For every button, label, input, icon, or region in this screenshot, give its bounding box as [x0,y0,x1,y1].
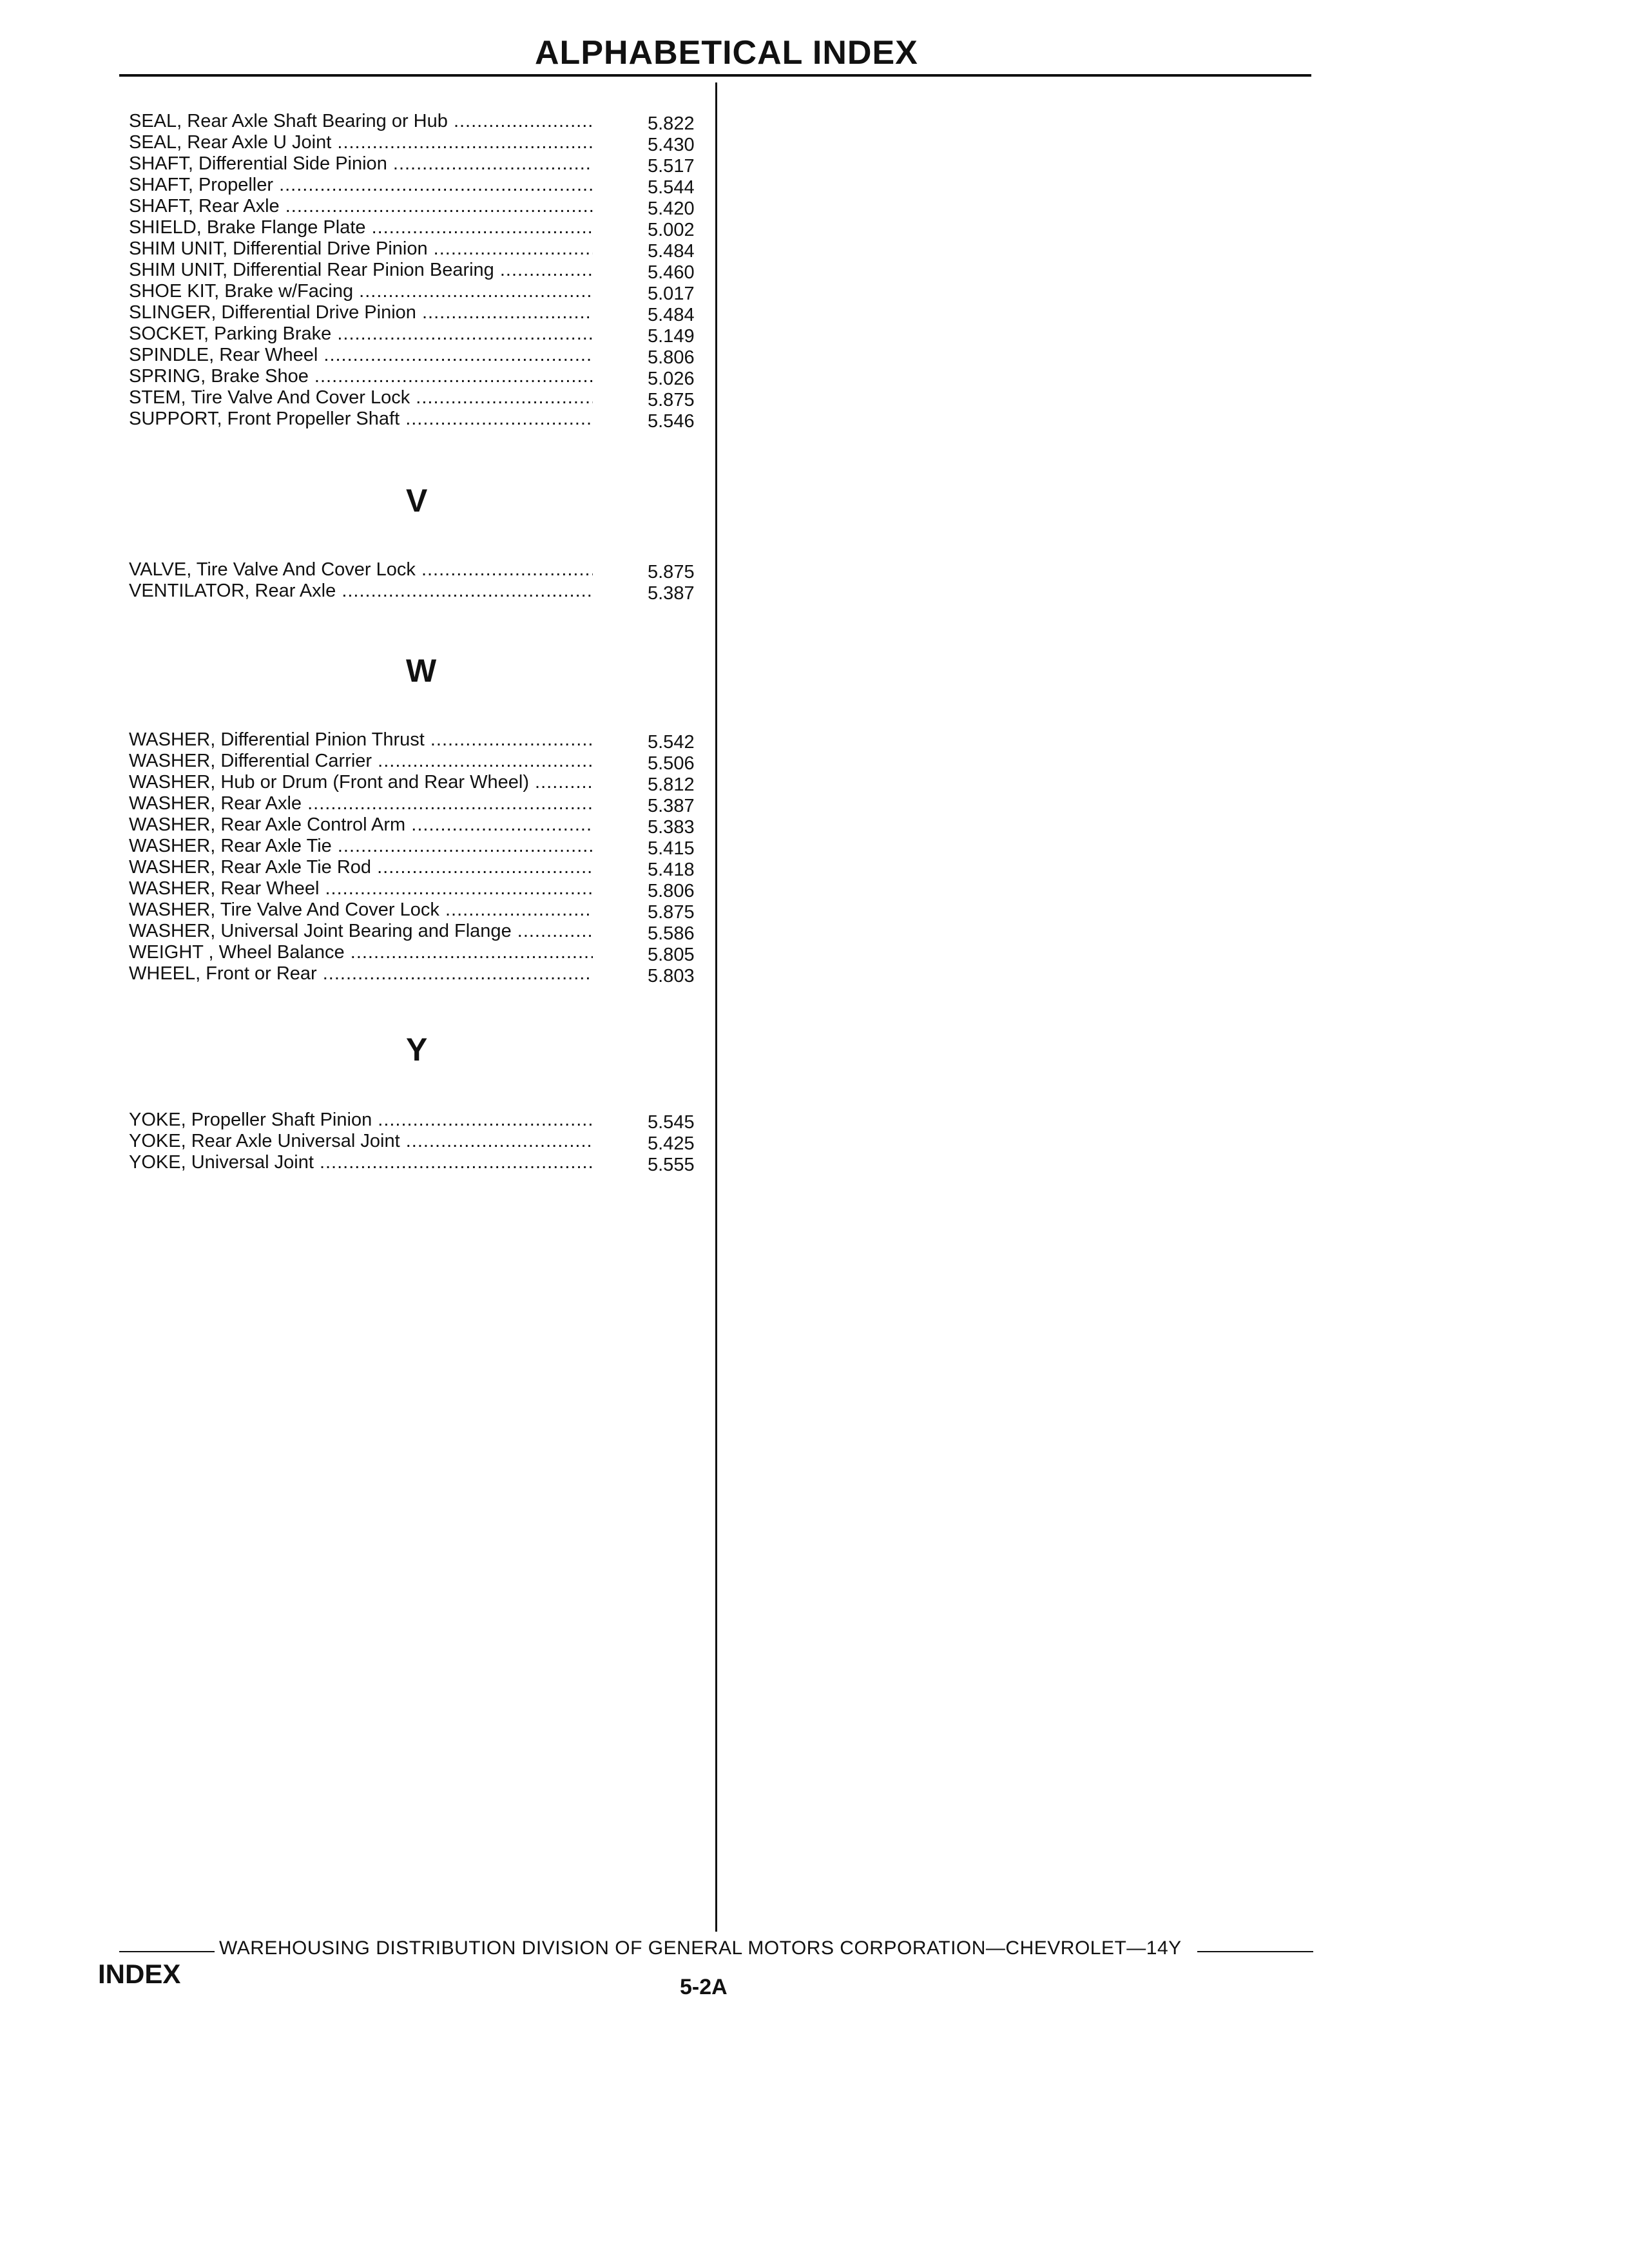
entry-text: WASHER, Differential Carrier ..... [129,751,593,772]
entry-text: WASHER, Differential Pinion Thrust ..... [129,729,593,751]
index-entry [129,217,715,238]
index-entry [129,196,715,217]
footer-division: WAREHOUSING DISTRIBUTION DIVISION OF GENERAL MOTORS CORPORATION—CHEVROLET—14Y [219,1937,1182,1959]
footer-rule-right [1197,1951,1313,1952]
entry-page-number: 5.542 [648,732,695,753]
entry-text: SEAL, Rear Axle Shaft Bearing or Hub ..... [129,111,593,132]
index-entry [129,559,715,581]
entry-page-number: 5.555 [648,1155,695,1175]
column-divider [715,82,717,1932]
entry-page-number: 5.425 [648,1133,695,1154]
entry-page-number: 5.017 [648,284,695,304]
entry-text: WASHER, Hub or Drum (Front and Rear Wheel) ..... [129,772,593,793]
index-entry [129,942,715,963]
entry-page-number: 5.149 [648,326,695,347]
entry-page-number: 5.546 [648,411,695,432]
index-entry [129,581,715,602]
index-entry [129,772,715,793]
index-entry [129,1152,715,1173]
entry-page-number: 5.420 [648,198,695,219]
entry-text: VALVE, Tire Valve And Cover Lock ..... [129,559,593,581]
index-entry [129,836,715,857]
entry-text: SHIM UNIT, Differential Drive Pinion ..... [129,238,593,260]
index-entry [129,323,715,345]
entry-text: WHEEL, Front or Rear ..... [129,963,593,985]
index-entry [129,793,715,814]
entry-page-number: 5.484 [648,305,695,325]
index-entry [129,963,715,985]
entry-page-number: 5.517 [648,156,695,177]
entry-text: SHAFT, Rear Axle ..... [129,196,593,217]
index-entry [129,132,715,153]
title-divider [119,74,1311,77]
entry-page-number: 5.387 [648,583,695,604]
entry-page-number: 5.460 [648,262,695,283]
entry-text: VENTILATOR, Rear Axle ..... [129,581,593,602]
entry-text: STEM, Tire Valve And Cover Lock ..... [129,387,593,408]
entry-page-number: 5.506 [648,753,695,774]
entry-page-number: 5.812 [648,774,695,795]
entry-text: SHIELD, Brake Flange Plate ..... [129,217,593,238]
page-number: 5-2A [680,1975,728,1999]
entry-text: WASHER, Rear Axle Tie ..... [129,836,593,857]
entry-text: YOKE, Propeller Shaft Pinion ..... [129,1110,593,1131]
index-entry [129,921,715,942]
entry-text: YOKE, Universal Joint ..... [129,1152,593,1173]
page-title: ALPHABETICAL INDEX [535,34,918,72]
index-entry [129,729,715,751]
entry-page-number: 5.822 [648,113,695,134]
entry-page-number: 5.387 [648,796,695,816]
entry-page-number: 5.805 [648,945,695,965]
entry-page-number: 5.875 [648,902,695,923]
entry-text: SPINDLE, Rear Wheel ..... [129,345,593,366]
entry-text: SHIM UNIT, Differential Rear Pinion Bearing ..... [129,260,593,281]
index-entry [129,302,715,323]
entry-text: WASHER, Tire Valve And Cover Lock ..... [129,899,593,921]
index-entry [129,878,715,899]
index-entry [129,387,715,408]
entry-text: SUPPORT, Front Propeller Shaft ..... [129,408,593,430]
index-entry [129,899,715,921]
index-entry [129,1131,715,1152]
index-entry [129,175,715,196]
index-entry [129,366,715,387]
entry-page-number: 5.586 [648,923,695,944]
section-letter-w: W [406,653,437,689]
footer-section-label: INDEX [98,1959,181,1989]
index-list-y [129,1110,715,1173]
index-entry [129,345,715,366]
entry-text: WASHER, Universal Joint Bearing and Flange ..... [129,921,593,942]
index-entry [129,857,715,878]
index-entry [129,238,715,260]
index-entry [129,281,715,302]
index-list-s [129,111,715,430]
entry-page-number: 5.545 [648,1112,695,1133]
entry-text: SOCKET, Parking Brake ..... [129,323,593,345]
entry-page-number: 5.383 [648,817,695,838]
entry-page-number: 5.430 [648,135,695,155]
index-entry [129,111,715,132]
entry-page-number: 5.002 [648,220,695,240]
entry-page-number: 5.875 [648,390,695,410]
entry-text: SHOE KIT, Brake w/Facing ..... [129,281,593,302]
entry-text: WASHER, Rear Wheel ..... [129,878,593,899]
entry-page-number: 5.484 [648,241,695,262]
index-entry [129,153,715,175]
entry-text: WASHER, Rear Axle Control Arm ..... [129,814,593,836]
entry-page-number: 5.806 [648,347,695,368]
entry-text: SEAL, Rear Axle U Joint ..... [129,132,593,153]
entry-text: SPRING, Brake Shoe ..... [129,366,593,387]
entry-text: SHAFT, Differential Side Pinion ..... [129,153,593,175]
entry-page-number: 5.544 [648,177,695,198]
entry-page-number: 5.875 [648,562,695,582]
entry-page-number: 5.418 [648,860,695,880]
entry-page-number: 5.806 [648,881,695,901]
index-list-w [129,729,715,985]
entry-text: SHAFT, Propeller ..... [129,175,593,196]
index-entry [129,1110,715,1131]
index-list-v [129,559,715,602]
entry-text: WASHER, Rear Axle Tie Rod ..... [129,857,593,878]
entry-text: WEIGHT , Wheel Balance ..... [129,942,593,963]
entry-page-number: 5.415 [648,838,695,859]
entry-text: YOKE, Rear Axle Universal Joint ..... [129,1131,593,1152]
entry-text: WASHER, Rear Axle ..... [129,793,593,814]
index-entry [129,260,715,281]
index-entry [129,751,715,772]
entry-page-number: 5.803 [648,966,695,986]
entry-page-number: 5.026 [648,369,695,389]
index-entry [129,408,715,430]
entry-text: SLINGER, Differential Drive Pinion ..... [129,302,593,323]
section-letter-v: V [406,483,428,519]
section-letter-y: Y [406,1032,428,1068]
index-entry [129,814,715,836]
footer-rule-left [119,1951,215,1952]
